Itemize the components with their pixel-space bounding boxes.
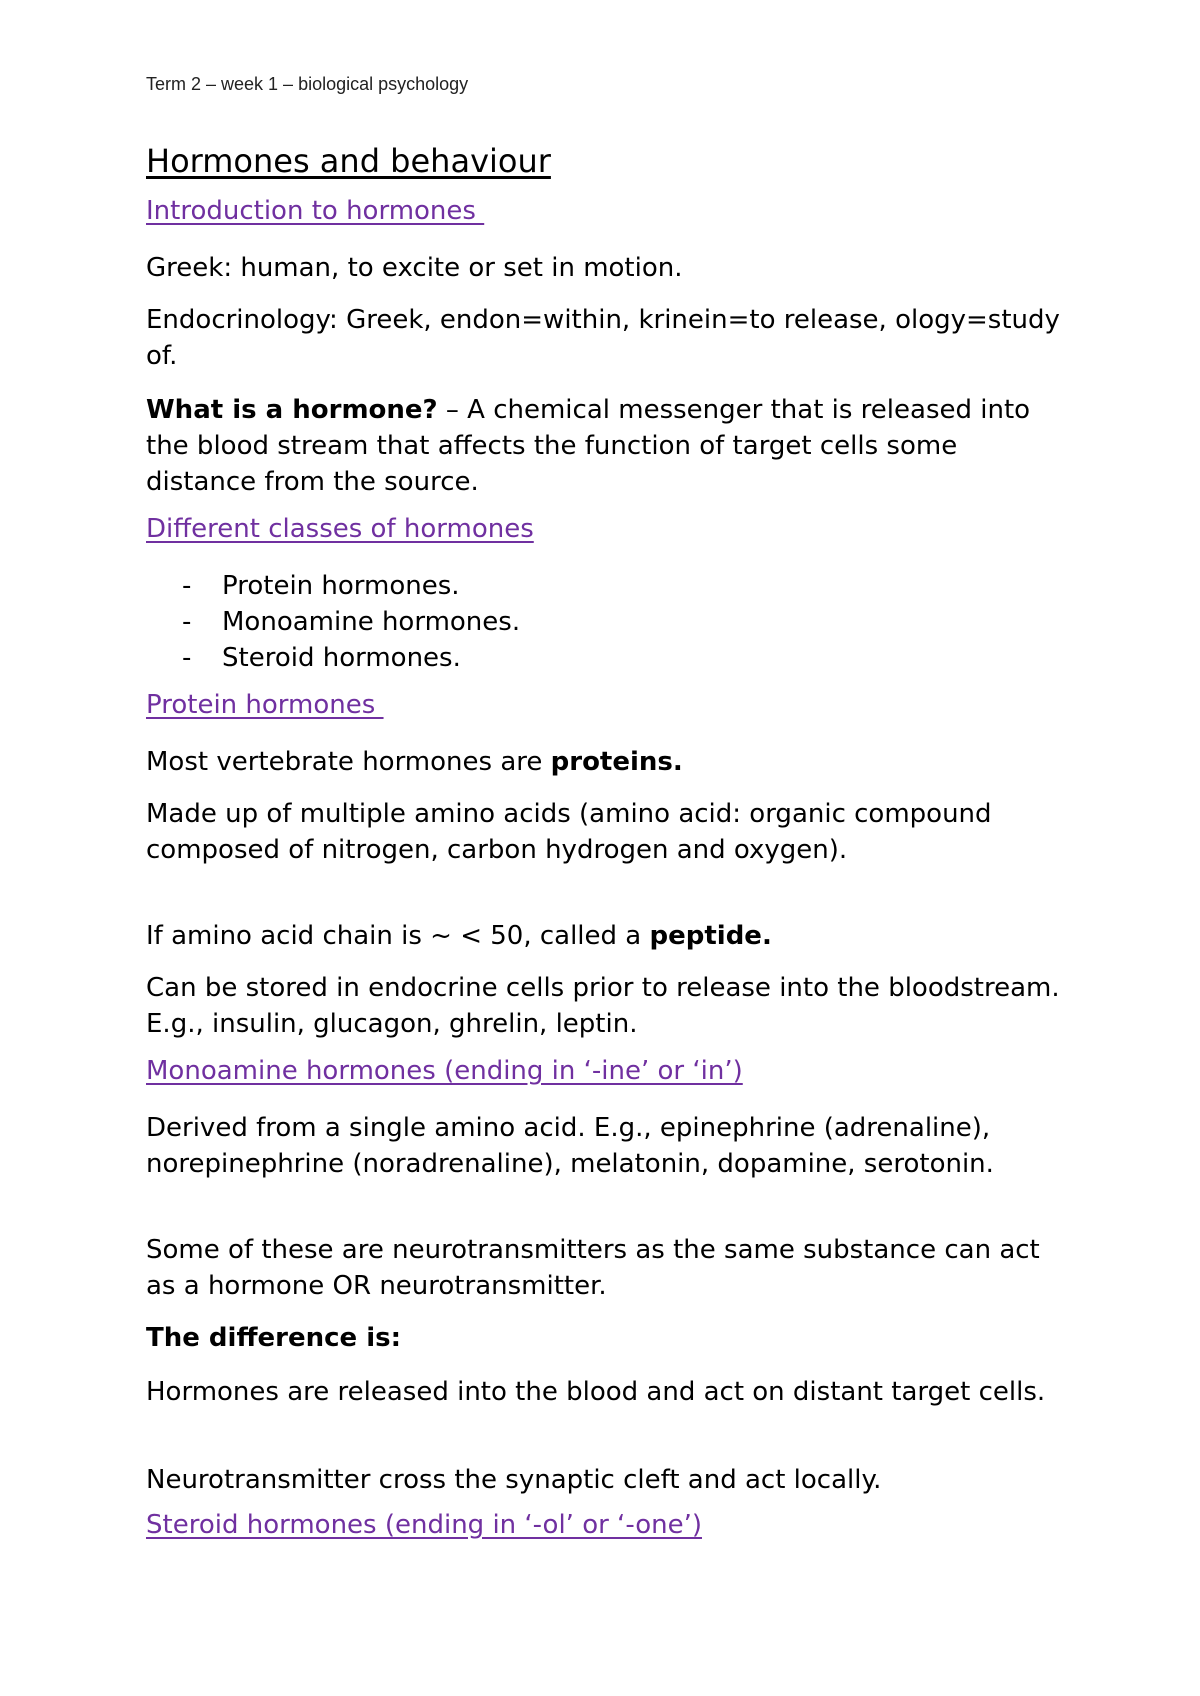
para-what-is-hormone [146, 392, 1066, 500]
page-header: Term 2 – week 1 – biological psychology [146, 74, 469, 94]
para-protein-4: Can be stored in endocrine cells prior to release into the bloodstream. E.g., insulin, glucagon, ghrelin, leptin. [146, 973, 1060, 1039]
list-item-text: Monoamine hormones. [222, 607, 521, 637]
para-difference [146, 1320, 1066, 1356]
para-greek: Greek: human, to excite or set in motion. [146, 253, 683, 283]
bullet-dash: - [182, 643, 192, 673]
protein-1-text: Most vertebrate hormones are [146, 747, 551, 777]
protein-3-text: If amino acid chain is ~ < 50, called a [146, 921, 650, 951]
classes-list [146, 568, 520, 676]
protein-1-bold: proteins. [550, 747, 683, 777]
para-protein-2: Made up of multiple amino acids (amino acid: organic compound composed of nitrogen, carbon hydrogen and oxygen). [146, 799, 992, 865]
para-monoamine-4: Neurotransmitter cross the synaptic cleft and act locally. [146, 1465, 882, 1495]
heading-introduction: Introduction to hormones [146, 196, 485, 226]
page-title: Hormones and behaviour [146, 142, 551, 180]
what-is-hormone-bold: What is a hormone? [146, 395, 438, 425]
para-endocrinology: Endocrinology: Greek, endon=within, krinein=to release, ology=study of. [146, 305, 1060, 371]
heading-monoamine: Monoamine hormones (ending in ‘-ine’ or ‘in’) [146, 1056, 743, 1086]
list-item-text: Steroid hormones. [222, 643, 461, 673]
list-item-text: Protein hormones. [222, 571, 460, 601]
bullet-dash: - [182, 607, 192, 637]
para-monoamine-3: Hormones are released into the blood and act on distant target cells. [146, 1377, 1046, 1407]
what-is-hormone-text: – A chemical messenger that is released into the blood stream that affects the function of target cells some distance from the source. [146, 395, 1031, 497]
list-item [146, 640, 520, 676]
heading-protein: Protein hormones [146, 690, 384, 720]
heading-classes: Different classes of hormones [146, 514, 534, 544]
heading-steroid: Steroid hormones (ending in ‘-ol’ or ‘-one’) [146, 1510, 702, 1540]
list-item [146, 604, 520, 640]
bullet-dash: - [182, 571, 192, 601]
list-item [146, 568, 520, 604]
para-monoamine-1: Derived from a single amino acid. E.g., epinephrine (adrenaline), norepinephrine (noradrenaline), melatonin, dopamine, serotonin. [146, 1113, 994, 1179]
para-monoamine-2: Some of these are neurotransmitters as the same substance can act as a hormone OR neurotransmitter. [146, 1235, 1040, 1301]
para-protein-3 [146, 918, 1066, 954]
para-protein-1 [146, 744, 1066, 780]
difference-bold: The difference is: [146, 1323, 401, 1353]
protein-3-bold: peptide. [649, 921, 772, 951]
